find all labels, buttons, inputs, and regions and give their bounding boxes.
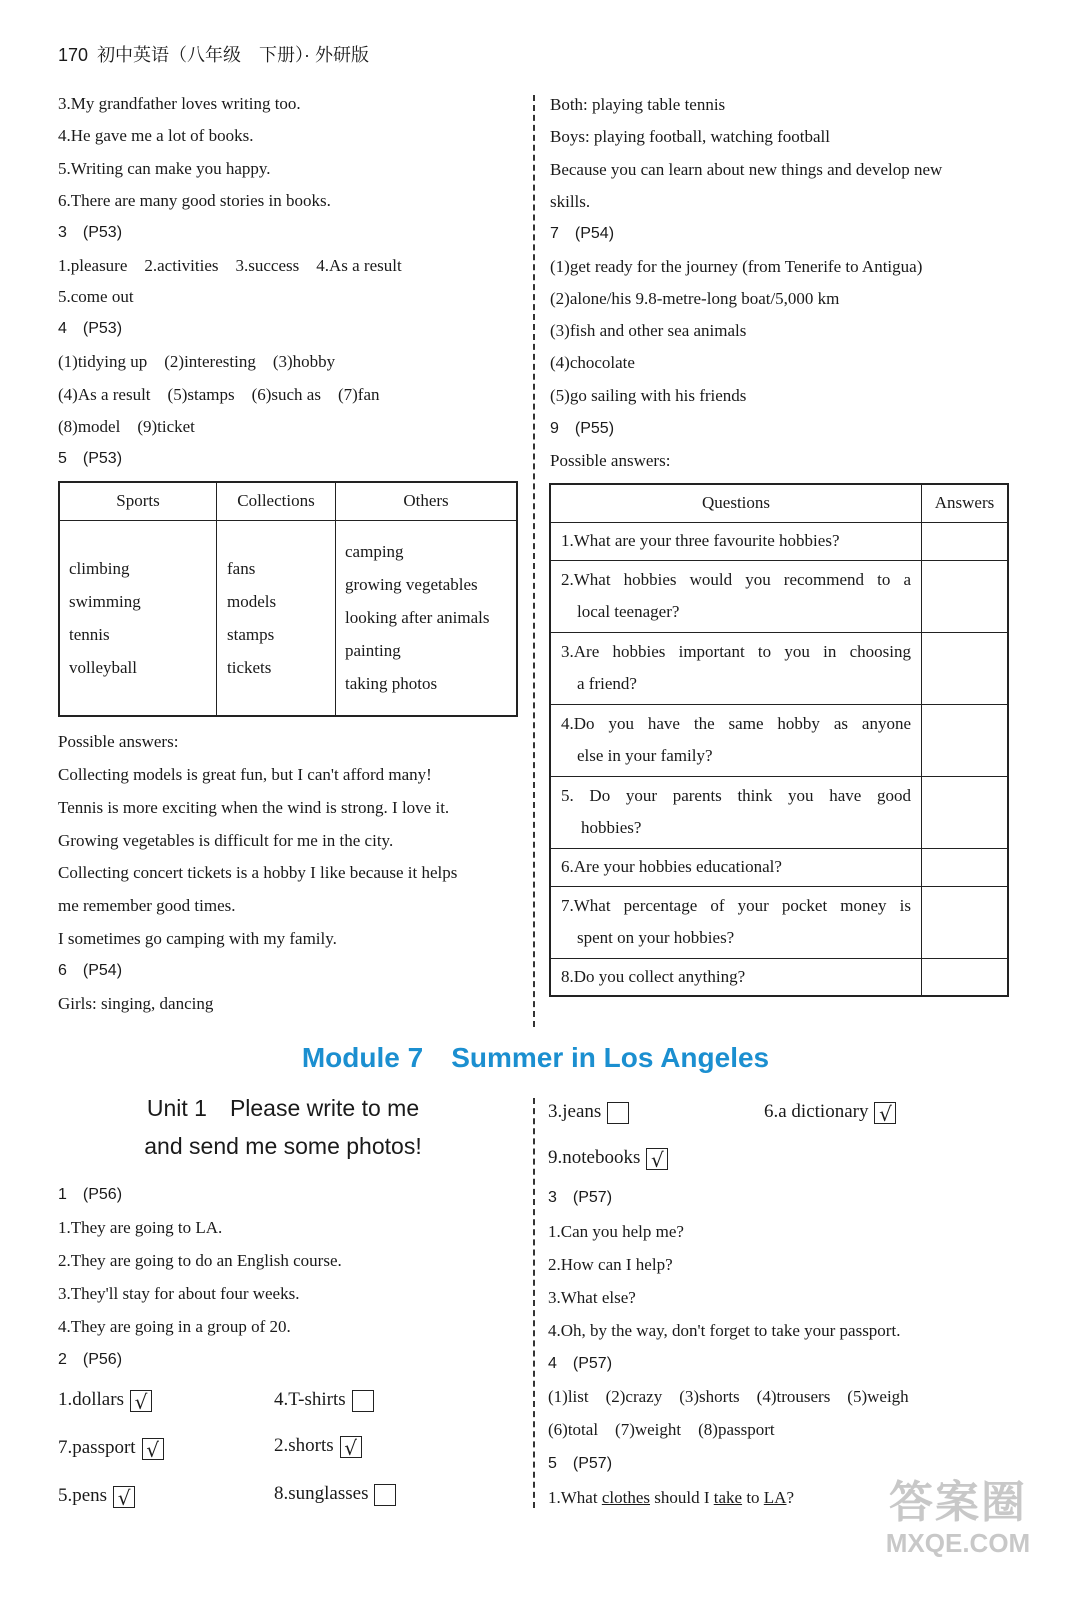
list-item: growing vegetables [345,575,478,595]
checklist-item [58,1482,135,1510]
item-label: 5.pens [58,1485,108,1506]
checklist-item [764,1098,896,1126]
checklist-item [274,1480,396,1508]
watermark-url: MXQE.COM [885,1528,1031,1558]
exercise-heading: 3 (P53) [58,224,123,241]
list-item: taking photos [345,674,438,694]
checklist-item [274,1386,374,1414]
answer-line: 1.pleasure 2.activities 3.success 4.As a result [58,256,402,275]
table-row [550,776,922,848]
table-row [550,522,922,560]
item-label: 1.dollars [58,1389,124,1410]
checkbox[interactable]: √ [142,1438,164,1460]
answer-line: (5)go sailing with his friends [550,386,747,405]
possible-answers-label: Possible answers: [550,451,671,470]
list-item: volleyball [69,657,137,677]
table-header: Answers [922,484,1009,522]
checkbox[interactable] [374,1484,396,1506]
table-header: Sports [59,482,217,520]
answer-line: me remember good times. [58,896,236,915]
checklist-item [274,1432,362,1460]
answer-line: 2.They are going to do an English course. [58,1251,342,1270]
answer-cell [922,848,1009,886]
table-header: Collections [217,482,336,520]
text-fragment: ? [786,1488,795,1507]
checkbox[interactable] [607,1102,629,1124]
checkbox[interactable]: √ [113,1486,135,1508]
answer-line: 4.He gave me a lot of books. [58,126,254,145]
list-item: looking after animals [345,608,490,628]
list-item: stamps [227,624,275,644]
question-text: 7.What percentage of your pocket money is [561,896,911,915]
list-item: painting [345,641,401,661]
list-item: swimming [69,591,141,611]
table-row [550,886,922,958]
page-number: 170 [58,45,89,65]
item-label: 2.shorts [274,1435,334,1456]
table-header: Questions [550,484,922,522]
checklist-item [548,1098,629,1126]
answer-line: Both: playing table tennis [550,95,726,114]
item-label: 6.a dictionary [764,1101,869,1122]
checkbox[interactable]: √ [646,1148,668,1170]
page-header [58,44,369,66]
text-fragment: to [742,1488,764,1507]
answer-line: (3)fish and other sea animals [550,321,747,340]
question-text: 3.Are hobbies important to you in choosing [561,642,911,661]
answer-line: 3.What else? [548,1288,636,1307]
table-row [550,848,922,886]
answer-line [548,1487,794,1509]
answer-line: Collecting models is great fun, but I can't afford many! [58,765,432,784]
answer-line: 1.They are going to LA. [58,1218,223,1237]
answer-line: (1)list (2)crazy (3)shorts (4)trousers (5)weigh [548,1387,909,1406]
checkbox[interactable]: √ [340,1436,362,1458]
answer-line: (1)get ready for the journey (from Tenerife to Antigua) [550,257,923,276]
answer-line: Collecting concert tickets is a hobby I like because it helps [58,863,458,882]
checkbox[interactable]: √ [874,1102,896,1124]
hobbies-table [58,481,518,717]
answer-line: 1.Can you help me? [548,1222,684,1241]
answer-line: skills. [550,192,591,211]
answer-cell [922,776,1009,848]
column-divider [533,95,535,1027]
module-title: Module 7 Summer in Los Angeles [301,1042,770,1073]
exercise-heading: 1 (P56) [58,1186,123,1203]
answer-cell [922,560,1009,632]
collections-cell [217,520,336,716]
item-label: 8.sunglasses [274,1483,369,1504]
checklist-item [58,1386,152,1414]
question-text: 2.What hobbies would you recommend to a [561,570,911,589]
answer-cell [922,886,1009,958]
answer-line: (2)alone/his 9.8-metre-long boat/5,000 km [550,289,840,308]
answer-line: I sometimes go camping with my family. [58,929,337,948]
checkbox[interactable] [352,1390,374,1412]
answer-line: 3.They'll stay for about four weeks. [58,1284,300,1303]
answer-cell [922,704,1009,776]
answer-line: (4)As a result (5)stamps (6)such as (7)fan [58,385,380,404]
text-fragment: 1.What [548,1488,602,1507]
answer-line: Tennis is more exciting when the wind is strong. I love it. [58,798,450,817]
underlined-word: take [713,1488,743,1507]
item-label: 7.passport [58,1437,136,1458]
answer-line: Growing vegetables is difficult for me in the city. [58,831,394,850]
answer-line: Because you can learn about new things and develop new [550,160,943,179]
question-text: else in your family? [577,746,713,765]
answer-line: 5.Writing can make you happy. [58,159,271,178]
list-item: climbing [69,558,130,578]
question-text: a friend? [577,674,637,693]
question-text: 1.What are your three favourite hobbies? [561,531,840,550]
watermark-logo: 答案圈 [889,1478,1027,1527]
underlined-word: clothes [601,1488,650,1507]
answer-line: 4.Oh, by the way, don't forget to take your passport. [548,1321,901,1340]
item-label: 4.T-shirts [274,1389,346,1410]
checklist-item [58,1434,164,1462]
table-row [550,704,922,776]
table-row [550,632,922,704]
exercise-heading: 6 (P54) [58,962,123,979]
unit-title-line: Unit 1 Please write to me [146,1095,420,1121]
answer-line: (6)total (7)weight (8)passport [548,1420,775,1439]
question-text: 4.Do you have the same hobby as anyone [561,714,911,733]
exercise-heading: 5 (P57) [548,1455,613,1472]
exercise-heading: 2 (P56) [58,1351,123,1368]
underlined-word: LA [763,1488,787,1507]
unit-title [58,1089,508,1165]
exercise-heading: 7 (P54) [550,225,615,242]
answer-line: Girls: singing, dancing [58,994,214,1013]
answer-line: 4.They are going in a group of 20. [58,1317,291,1336]
list-item: fans [227,558,256,578]
question-text: 5. Do your parents think you have good [561,786,911,805]
answer-line: 6.There are many good stories in books. [58,191,331,210]
checklist-item [548,1144,668,1172]
checkbox[interactable]: √ [130,1390,152,1412]
exercise-heading: 4 (P53) [58,320,123,337]
item-label: 9.notebooks [548,1147,641,1168]
exercise-heading: 3 (P57) [548,1189,613,1206]
table-row [550,958,922,996]
table-row [550,560,922,632]
question-text: 6.Are your hobbies educational? [561,857,782,876]
book-title: 初中英语（八年级 下册）· 外研版 [97,45,370,65]
others-cell [336,520,518,716]
question-text: hobbies? [581,818,642,837]
answer-line: 5.come out [58,287,134,306]
question-text: local teenager? [577,602,680,621]
watermark [868,1478,1048,1558]
answer-cell [922,522,1009,560]
list-item: models [227,591,277,611]
answer-cell [922,958,1009,996]
exercise-heading: 9 (P55) [550,420,615,437]
column-divider-lower [533,1098,535,1508]
unit-title-line: and send me some photos! [144,1133,422,1159]
text-fragment: should I [649,1488,714,1507]
possible-answers-label: Possible answers: [58,732,179,751]
questions-table [549,483,1009,997]
exercise-heading: 5 (P53) [58,450,123,467]
question-text: 8.Do you collect anything? [561,966,746,986]
answer-line: (8)model (9)ticket [58,417,195,436]
list-item: tickets [227,657,272,677]
question-text: spent on your hobbies? [577,928,735,947]
answer-line: Boys: playing football, watching football [550,127,830,146]
answer-cell [922,632,1009,704]
answer-line: (1)tidying up (2)interesting (3)hobby [58,352,336,371]
list-item: tennis [69,624,110,644]
answer-line: (4)chocolate [550,353,635,372]
exercise-heading: 4 (P57) [548,1355,613,1372]
answer-line: 2.How can I help? [548,1255,673,1274]
sports-cell [59,520,217,716]
answer-line: 3.My grandfather loves writing too. [58,94,301,113]
item-label: 3.jeans [548,1101,602,1122]
table-header: Others [336,482,518,520]
list-item: camping [345,542,404,562]
